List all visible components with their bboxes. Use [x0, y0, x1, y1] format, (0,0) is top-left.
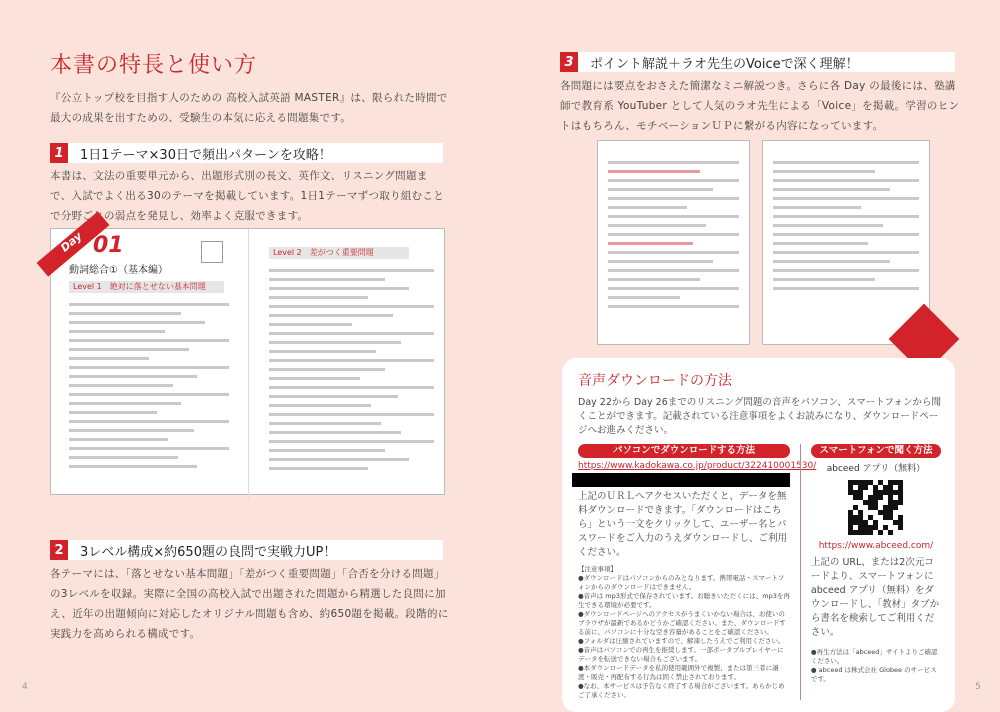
note-item: ● abceed は株式会社 Globee のサービスです。: [810, 666, 937, 683]
day-ribbon: Day: [37, 211, 110, 276]
pc-instructions: 上記のＵＲＬへアクセスいただくと、データを無料ダウンロードできます。「ダウンロードはこちら」という一文をクリックして、ユーザー名とパスワードをご入力のうえダウンロードし、ご利用ください。: [578, 491, 788, 558]
page-number-right: 5: [975, 682, 981, 692]
section-3-body: 各問題には要点をおさえた簡潔なミニ解説つき。さらに各 Day の最後には、塾講師で教育系 YouTuber として人気のラオ先生による「Voice」を掲載。学習のヒントはもちろん、モチベーションＵＰに繋がる内容になっています。: [560, 80, 960, 132]
smartphone-instructions: 上記の URL、または2次元コードより、スマートフォンに abceed アプリ（無料）をダウンロードし、「教材」タブから書名を検索してご利用ください。: [810, 557, 940, 638]
section-2-header: [50, 540, 443, 560]
note-item: ●フォルダは圧縮されていますので、解凍したうえでご利用ください。: [578, 637, 785, 645]
notes-title: 【注意事項】: [578, 565, 617, 573]
level-1-label: Level 1 絶対に落とせない基本問題: [69, 281, 224, 293]
intro-text: 『公立トップ校を目指す人のための 高校入試英語 MASTER』は、限られた時間で最大の成果を出すための、受験生の本気に応える問題集です。: [50, 92, 448, 124]
section-heading: 1日1テーマ×30日で頻出パターンを攻略！: [80, 147, 332, 163]
section-1-header: [50, 143, 443, 163]
download-title: 音声ダウンロードの方法: [578, 373, 732, 389]
pc-download-link[interactable]: https://www.kadokawa.co.jp/product/322410001530/: [578, 461, 817, 471]
note-item: ●再生方法は「abceed」サイトよりご確認ください。: [810, 648, 938, 665]
qr-module: [898, 530, 903, 535]
sample-left-text: [69, 297, 229, 474]
section-1-body: 本書は、文法の重要単元から、出題形式別の長文、英作文、リスニング問題まで、入試でよく出る30のテーマを掲載しています。1日1テーマずつ取り組むことで分野ごとの弱点を発見し、効率よく克服できます。: [50, 170, 445, 222]
smartphone-method-label: スマートフォンで聞く方法: [811, 444, 941, 458]
section-heading: ポイント解説＋ラオ先生のVoiceで深く理解！: [590, 56, 859, 72]
day-theme: 動詞総合①（基本編）: [69, 265, 168, 276]
download-desc: Day 22から Day 26までのリスニング問題の音声をパソコン、スマートフォンから聞くことができます。記載されている注意事項をよくお読みになり、ダウンロードページへお進みください。: [578, 397, 941, 436]
notes: [578, 565, 790, 700]
redacted-bar: [572, 473, 790, 487]
note-item: ●なお、本サービスは予告なく終了する場合がございます。あらかじめご了承ください。: [578, 682, 785, 699]
note-item: ●本ダウンロードデータを私的使用範囲外で複製、または第三者に譲渡・販売・再配布する行為は固く禁止されております。: [578, 664, 779, 681]
qr-code[interactable]: [848, 480, 903, 535]
section-heading: 3レベル構成×約650題の良問で実戦力UP！: [80, 544, 337, 560]
page-title: 本書の特長と使い方: [50, 53, 258, 78]
level-2-label: Level 2 差がつく重要問題: [269, 247, 409, 259]
sample-question-page: [762, 140, 930, 345]
section-3-header: [560, 52, 955, 72]
abceed-app-label: abceed アプリ（無料）: [826, 464, 926, 474]
note-item: ●ダウンロードはパソコンからのみとなります。携帯電話・スマートフォンからのダウンロードはできません。: [578, 574, 785, 591]
pc-method-label: パソコンでダウンロードする方法: [578, 444, 790, 458]
section-number: 1: [50, 143, 68, 163]
audio-download-card: [562, 358, 955, 712]
note-item: ●音声はパソコンでの再生を推奨します。一部ポータブルプレイヤーにデータを転送できない場合もございます。: [578, 646, 784, 663]
abceed-link[interactable]: https://www.abceed.com/: [818, 541, 934, 551]
section-number: 2: [50, 540, 68, 560]
sample-answer-page: [597, 140, 750, 345]
sample-page-spread: [50, 228, 445, 495]
sample-right-text: [269, 263, 434, 476]
column-divider: [800, 444, 801, 700]
section-number: 3: [560, 52, 578, 72]
note-item: ●ダウンロードページへのアクセスがうまくいかない場合は、お使いのブラウザが最新であるかどうかご確認ください。また、ダウンロードする前に、パソコンに十分な空き容量があることをご確認ください。: [578, 610, 786, 636]
day-number: 01: [93, 233, 124, 258]
smartphone-notes: [811, 648, 941, 684]
page-number-left: 4: [22, 682, 28, 692]
section-2-body: 各テーマには、「落とせない基本問題」「差がつく重要問題」「合否を分ける問題」の3レベルを収録。実際に全国の高校入試で出題された問題から精選した良問に加え、近年の出題傾向に対応したオリジナル問題も含め、約650題を掲載。段階的に実践力を高められる構成です。: [50, 568, 449, 640]
note-item: ●音声は mp3形式で保存されています。お聴きいただくには、mp3を再生できる環境が必要です。: [578, 592, 790, 609]
